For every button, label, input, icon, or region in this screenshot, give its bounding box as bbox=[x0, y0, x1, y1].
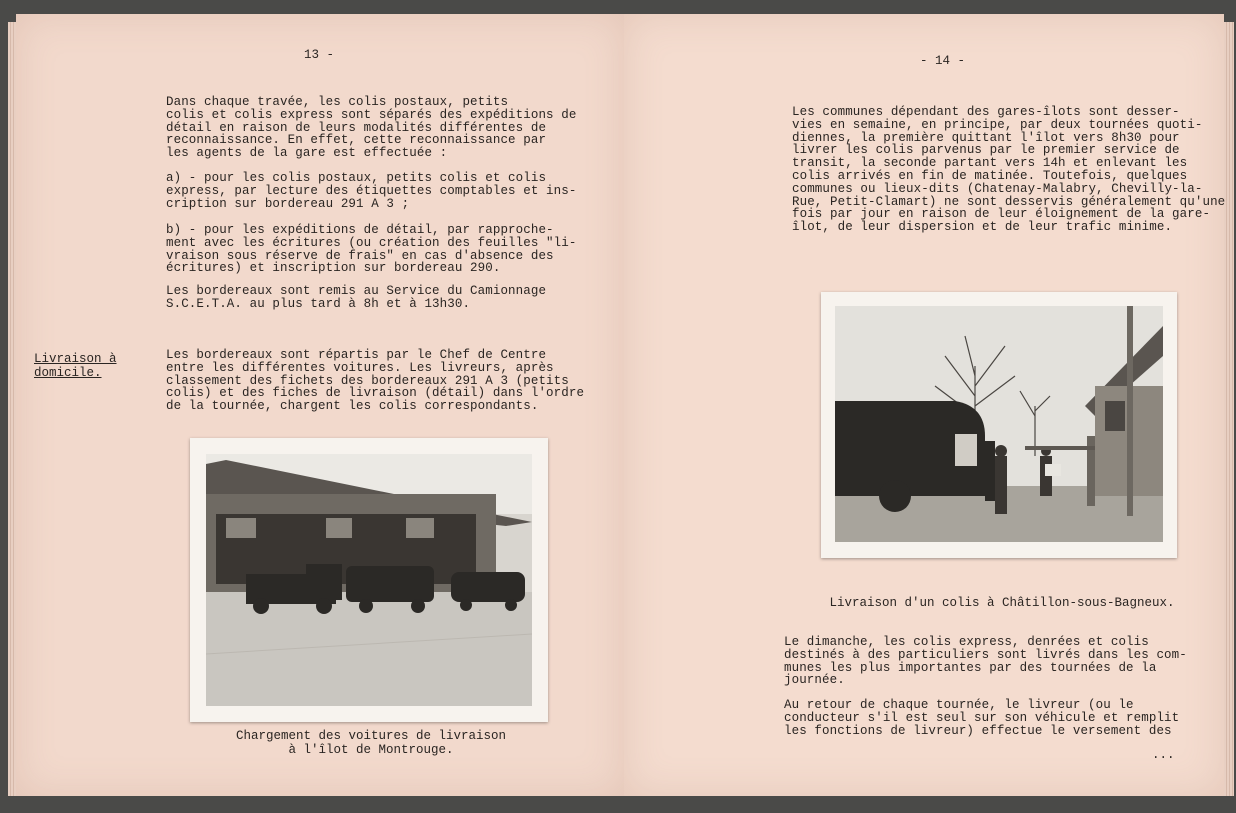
paragraph-repartition: Les bordereaux sont répartis par le Chef de Centre entre les différentes voitures. Les livreurs, après classement des fichets des bordereaux 291 A 3 (petits colis) et des fiches de livraison (détail) dans l'ordre de la tournée, chargent les colis correspondants. bbox=[166, 348, 585, 414]
paragraph-dimanche: Le dimanche, les colis express, denrées et colis destinés à des particuliers sont livrés dans les com- munes les plus importantes par des tournées de la journée. bbox=[784, 635, 1187, 688]
right-page-edge bbox=[1224, 22, 1234, 796]
paragraph-travee: Dans chaque travée, les colis postaux, petits colis et colis express sont séparés des expéditions de détail en raison de leurs modalités différentes de reconnaissance. En effet, cette reconnaissance par les agents de la gare est effectuée : bbox=[166, 95, 577, 161]
photo-chatillon-image bbox=[835, 306, 1163, 542]
paragraph-communes: Les communes dépendant des gares-îlots sont desser- vies en semaine, en principe, par deux tournées quoti- diennes, la première quittant l'îlot vers 8h30 pour livrer les colis parvenus par le premier service de transit, la seconde partant vers 14h et enlevant les colis arrivés en fin de matinée. Toutefois, quelques communes ou lieux-dits (Chatenay-Malabry, Chevilly-la- Rue, Petit-Clamart) ne sont desservis généralement qu'une fois par jour en raison de leur éloignement de la gare- îlot, de leur dispersion et de leur trafic minime. bbox=[792, 105, 1226, 235]
photo-caption-chatillon: Livraison d'un colis à Châtillon-sous-Bagneux. bbox=[829, 596, 1175, 610]
paragraph-colis-postaux: a) - pour les colis postaux, petits colis et colis express, par lecture des étiquettes comptables et ins- cription sur bordereau 291 A 3 ; bbox=[166, 171, 577, 211]
paragraph-retour-tournee: Au retour de chaque tournée, le livreur (ou le conducteur s'il est seul sur son véhicule et remplit les fonctions de livreur) effectue le versement des bbox=[784, 698, 1180, 738]
margin-heading-livraison: Livraison à domicile. bbox=[34, 352, 117, 380]
page-number: 13 - bbox=[304, 48, 335, 62]
paragraph-bordereaux-remis: Les bordereaux sont remis au Service du Camionnage S.C.E.T.A. au plus tard à 8h et à 13h30. bbox=[166, 284, 547, 311]
photo-chatillon bbox=[821, 292, 1177, 558]
photo-caption-montrouge: Chargement des voitures de livraison à l'îlot de Montrouge. bbox=[235, 729, 507, 757]
continuation-marker: ... bbox=[1152, 748, 1175, 762]
paragraph-expeditions-detail: b) - pour les expéditions de détail, par rapproche- ment avec les écritures (ou création des feuilles "li- vraison sous réserve de frais" en cas d'absence des écritures) et inscription sur bordereau 290. bbox=[166, 223, 577, 276]
page-number: - 14 - bbox=[920, 54, 966, 68]
photo-montrouge bbox=[190, 438, 548, 722]
photo-montrouge-image bbox=[206, 454, 532, 706]
left-page bbox=[16, 14, 625, 796]
right-page bbox=[624, 14, 1224, 796]
